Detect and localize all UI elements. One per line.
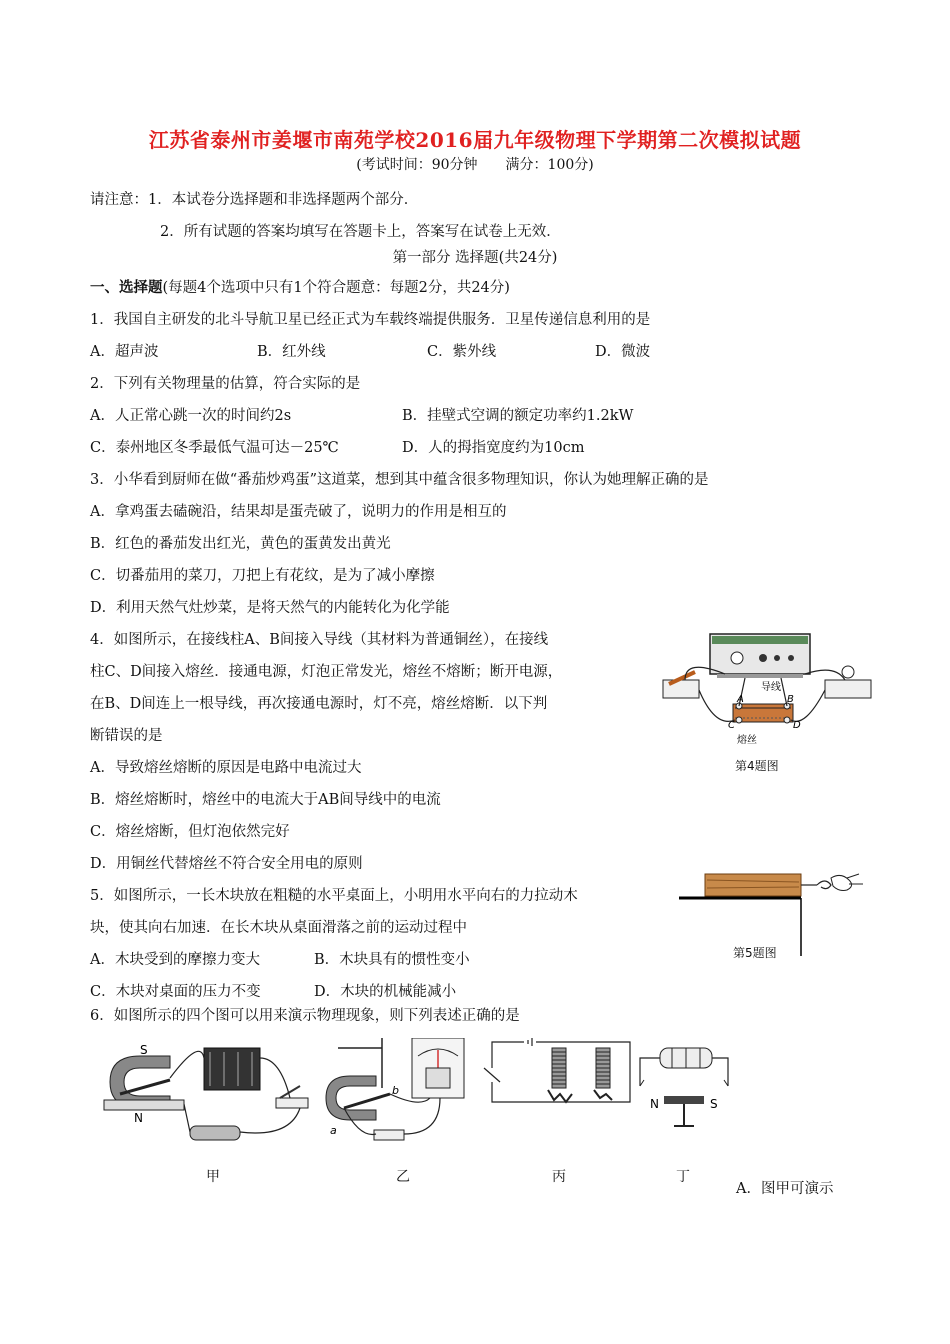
q3-option-c: C．切番茄用的菜刀，刀把上有花纹，是为了减小摩擦	[90, 568, 435, 584]
section-header	[90, 276, 510, 297]
section-heading: 一、选择题	[90, 279, 163, 296]
exam-info: (考试时间：90分钟 满分：100分)	[356, 157, 594, 173]
q4-option-d: D．用铜丝代替熔丝不符合安全用电的原则	[90, 856, 363, 872]
horseshoe-magnet-yi-icon	[326, 1076, 376, 1120]
q1-option-c: C．紫外线	[427, 344, 497, 360]
q4-stem-line-2: 柱C、D间接入熔丝．接通电源，灯泡正常发光，熔丝不熔断；断开电源，	[90, 664, 563, 680]
q5-stem-line-2: 块，使其向右加速．在长木块从桌面滑落之前的运动过程中	[90, 920, 467, 936]
wire-label: 导线	[761, 682, 781, 693]
q6-stem: 6．如图所示的四个图可以用来演示物理现象，则下列表述正确的是	[90, 1008, 520, 1024]
figure-yi	[326, 1038, 464, 1140]
rheostat-icon	[190, 1126, 240, 1140]
q2-stem: 2．下列有关物理量的估算，符合实际的是	[90, 376, 361, 392]
q3-stem: 3．小华看到厨师在做“番茄炒鸡蛋”这道菜，想到其中蕴含很多物理知识，你认为她理解正确的是	[90, 472, 709, 488]
q4-option-a: A．导致熔丝熔断的原因是电路中电流过大	[90, 760, 362, 776]
figure-bing	[484, 1038, 630, 1102]
fuse-label: 熔丝	[737, 735, 757, 746]
q6-option-a-partial: A．图甲可演示	[736, 1181, 834, 1197]
q1-stem: 1．我国自主研发的北斗导航卫星已经正式为车载终端提供服务．卫星传递信息利用的是	[90, 312, 651, 328]
q2-option-d: D．人的拇指宽度约为10cm	[402, 440, 585, 456]
jia-pole-s: S	[140, 1043, 148, 1057]
q5-figure-caption: 第5题图	[733, 946, 777, 960]
compass-needle-icon	[664, 1096, 704, 1104]
q4-stem-line-4: 断错误的是	[90, 728, 163, 744]
q2-option-c: C．泰州地区冬季最低气温可达－25℃	[90, 440, 339, 456]
terminal-a-label: A	[737, 694, 744, 705]
terminal-b-label: B	[787, 694, 794, 705]
wood-block-icon	[705, 874, 801, 896]
q1-option-a: A．超声波	[90, 344, 159, 360]
q3-option-d: D．利用天然气灶炒菜，是将天然气的内能转化为化学能	[90, 600, 450, 616]
q4-option-b: B．熔丝熔断时，熔丝中的电流大于AB间导线中的电流	[90, 792, 441, 808]
q3-option-a: A．拿鸡蛋去磕碗沿，结果却是蛋壳破了，说明力的作用是相互的	[90, 504, 507, 520]
q4-stem-line-1: 4．如图所示，在接线柱A、B间接入导线（其材料为普通铜丝），在接线	[90, 632, 549, 648]
figure-label-ding: 丁	[676, 1169, 690, 1185]
figure-label-bing: 丙	[552, 1169, 566, 1185]
note-2: 2．所有试题的答案均填写在答题卡上，答案写在试卷上无效．	[160, 224, 561, 240]
q2-option-b: B．挂壁式空调的额定功率约1.2kW	[402, 408, 634, 424]
switch-yi-icon	[374, 1130, 404, 1140]
jia-pole-n: N	[134, 1111, 143, 1125]
document-title: 江苏省泰州市姜堰市南苑学校2016届九年级物理下学期第二次模拟试题	[148, 128, 802, 152]
q1-option-d: D．微波	[595, 344, 651, 360]
ding-pole-n: N	[650, 1097, 659, 1111]
q4-circuit-figure	[655, 628, 885, 748]
q5-option-d: D．木块的机械能减小	[314, 984, 457, 1000]
q6-figures	[100, 1038, 740, 1158]
q1-option-b: B．红外线	[257, 344, 326, 360]
q2-option-a: A．人正常心跳一次的时间约2s	[90, 408, 292, 424]
power-supply-icon	[710, 634, 810, 678]
q5-option-c: C．木块对桌面的压力不变	[90, 984, 261, 1000]
q5-stem-line-1: 5．如图所示，一长木块放在粗糙的水平桌面上，小明用水平向右的力拉动木	[90, 888, 578, 904]
electromagnet-left-icon	[552, 1048, 566, 1088]
figure-jia	[104, 1043, 308, 1140]
figure-ding	[640, 1048, 728, 1126]
hook-icon	[817, 881, 831, 889]
note-1: 请注意：1．本试卷分选择题和非选择题两个部分．	[90, 192, 419, 208]
ding-pole-s: S	[710, 1097, 718, 1111]
electromagnet-right-icon	[596, 1048, 610, 1088]
figure-label-jia: 甲	[206, 1169, 220, 1185]
q5-block-figure	[675, 868, 880, 958]
q4-figure-caption: 第4题图	[735, 759, 779, 773]
q3-option-b: B．红色的番茄发出红光，黄色的蛋黄发出黄光	[90, 536, 391, 552]
terminal-board-icon	[733, 703, 793, 723]
switch-icon	[663, 672, 699, 698]
q4-option-c: C．熔丝熔断，但灯泡依然完好	[90, 824, 290, 840]
section-desc: (每题4个选项中只有1个符合题意：每题2分，共24分)	[162, 280, 510, 296]
terminal-d-label: D	[793, 720, 801, 731]
hand-icon	[831, 874, 863, 891]
figure-label-yi: 乙	[396, 1169, 410, 1185]
terminal-c-label: C	[728, 720, 735, 731]
q5-option-a: A．木块受到的摩擦力变大	[90, 952, 260, 968]
switch-jia-icon	[276, 1098, 308, 1108]
q5-option-b: B．木块具有的惯性变小	[314, 952, 470, 968]
q4-stem-line-3: 在B、D间连上一根导线，再次接通电源时，灯不亮，熔丝熔断．以下判	[90, 696, 548, 712]
yi-label-a: a	[330, 1124, 337, 1137]
yi-label-b: b	[392, 1084, 399, 1097]
part-title: 第一部分 选择题(共24分)	[392, 250, 558, 266]
